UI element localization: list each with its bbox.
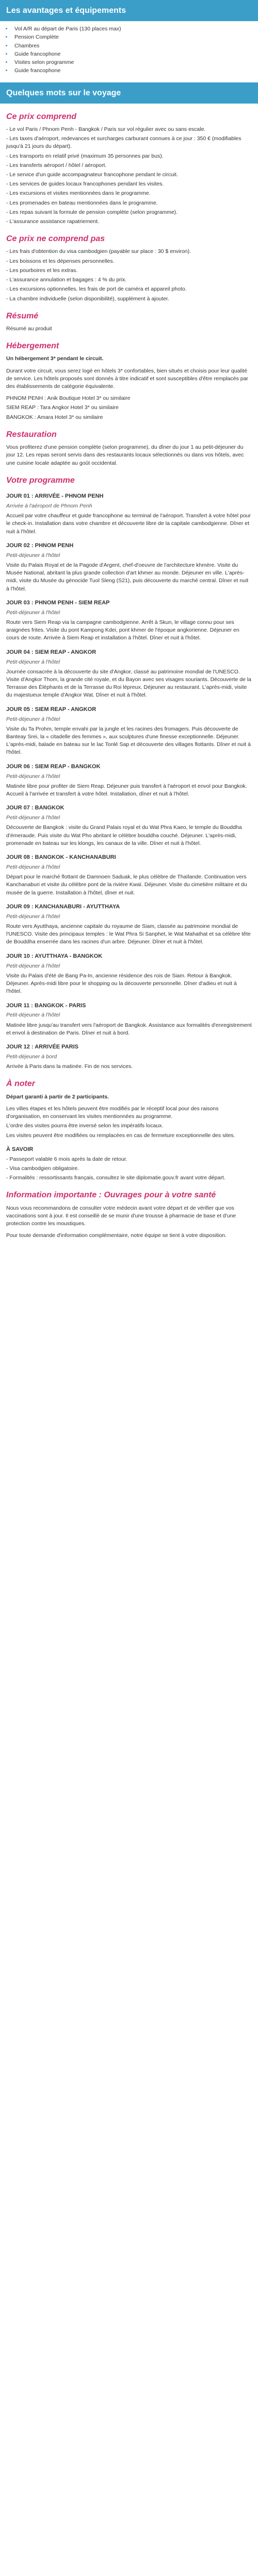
list-item: - Les transports en relatif privé (maximum 35 personnes par bus). xyxy=(6,152,164,159)
list-item: - Les taxes d'aéroport, redevances et surcharges carburant connues à ce jour : 350 € (modifiables jusqu'à 21 jours du départ). xyxy=(6,135,241,150)
list-item: • Guide francophone xyxy=(12,67,251,75)
page xyxy=(0,0,258,1240)
list-item: • Visites selon programme xyxy=(12,59,251,66)
hotels-list xyxy=(6,395,252,421)
closing-text: Pour toute demande d'information complémentaire, notre équipe se tient à votre disposition. xyxy=(6,1232,227,1239)
list-item: - Le service d'un guide accompagnateur francophone pendant le circuit. xyxy=(6,171,178,178)
day-subtitle: Petit-déjeuner à l'hôtel xyxy=(6,716,60,722)
day-title: JOUR 09 : KANCHANABURI - AYUTTHAYA xyxy=(6,903,120,910)
list-item: - Les transferts aéroport / hôtel / aéroport. xyxy=(6,162,107,168)
avantages-header: Les avantages et équipements xyxy=(0,0,258,21)
day-block xyxy=(6,542,252,593)
excludes-list xyxy=(6,248,252,302)
day-block xyxy=(6,706,252,757)
resume-title: Résumé xyxy=(6,311,39,320)
list-item: - Le vol Paris / Phnom Penh - Bangkok / Paris sur vol régulier avec ou sans escale. xyxy=(6,126,206,132)
list-item: - Visa cambodgien obligatoire. xyxy=(6,1165,79,1172)
day-block xyxy=(6,1002,252,1038)
list-item: Les visites peuvent être modifiées ou remplacées en cas de fermeture exceptionnelle des sites. xyxy=(6,1132,235,1139)
day-title: JOUR 10 : AYUTTHAYA - BANGKOK xyxy=(6,953,103,959)
list-item: - Les boissons et les dépenses personnelles. xyxy=(6,258,115,264)
day-block xyxy=(6,599,252,642)
list-item: • Vol A/R au départ de Paris (130 places max) xyxy=(12,25,251,33)
list-item: • Chambres xyxy=(12,42,251,50)
resume-text: Résumé au produit xyxy=(6,325,52,332)
restauration-title: Restauration xyxy=(6,430,57,439)
hebergement-text: Durant votre circuit, vous serez logé en hôtels 3* confortables, bien situés et choisis pour leur qualité de service. Les hôtels proposés sont donnés à titre indicatif et sont susceptibles d'être remplacés par des établissements de catégorie équivalente. xyxy=(6,367,248,390)
day-title: JOUR 01 : ARRIVÉE - PHNOM PENH xyxy=(6,493,104,499)
day-title: JOUR 07 : BANGKOK xyxy=(6,805,64,811)
list-item: BANGKOK : Amara Hotel 3* ou similaire xyxy=(6,414,103,420)
day-title: JOUR 06 : SIEM REAP - BANGKOK xyxy=(6,763,101,770)
day-block xyxy=(6,763,252,799)
day-block xyxy=(6,493,252,536)
list-item: - L'assurance annulation et bagages : 4 % du prix. xyxy=(6,277,127,283)
list-item: - Les repas suivant la formule de pension complète (selon programme). xyxy=(6,209,178,215)
day-text: Visite du Palais Royal et de la Pagode d'Argent, chef-d'oeuvre de l'architecture khmère. Visite du Musée National, abritant la plus grande collection d'art khmer au monde. Déjeuner en ville. L'après-midi, visite du Musée du génocide Tuol Sleng (S21), puis découverte du marché central. Dîner et nuit à l'hôtel. xyxy=(6,562,249,592)
list-item: - Les promenades en bateau mentionnées dans le programme. xyxy=(6,199,158,206)
notes-list xyxy=(6,1105,252,1140)
day-text: Journée consacrée à la découverte du site d'Angkor, classé au patrimoine mondial de l'UNESCO. Visite d'Angkor Thom, la grande cité royale, et du Bayon avec ses visages souriants. Découverte de la Terrasse des Éléphants et de la Terrasse du Roi lépreux. Déjeuner au restaurant. L'après-midi, visite du majestueux temple d'Angkor Wat. Dîner et nuit à l'hôtel. xyxy=(6,668,251,699)
avantages-list xyxy=(12,25,251,75)
list-item: - Les excursions et visites mentionnées dans le programme. xyxy=(6,190,151,197)
day-subtitle: Petit-déjeuner à l'hôtel xyxy=(6,773,60,779)
hebergement-intro: Un hébergement 3* pendant le circuit. xyxy=(6,355,104,362)
list-item: Les villes étapes et les hôtels peuvent être modifiés par le réceptif local pour des raisons d'organisation, en conservant les visites mentionnées au programme. xyxy=(6,1105,219,1120)
day-title: JOUR 05 : SIEM REAP - ANGKOR xyxy=(6,706,96,713)
day-text: Visite du Palais d'été de Bang Pa-In, ancienne résidence des rois de Siam. Retour à Bangkok. Déjeuner. Après-midi libre pour le shopping ou la découverte personnelle. Dîner d'adieu et nuit à l'hôtel. xyxy=(6,972,237,995)
day-title: JOUR 03 : PHNOM PENH - SIEM REAP xyxy=(6,599,110,606)
day-text: Arrivée à Paris dans la matinée. Fin de nos services. xyxy=(6,1063,133,1070)
day-subtitle: Petit-déjeuner à l'hôtel xyxy=(6,864,60,870)
programme-title: Votre programme xyxy=(6,476,75,485)
day-subtitle: Petit-déjeuner à bord xyxy=(6,1054,57,1060)
list-item: PHNOM PENH : Anik Boutique Hotel 3* ou similaire xyxy=(6,395,131,402)
day-text: Découverte de Bangkok : visite du Grand Palais royal et du Wat Phra Kaeo, le temple du Bouddha d'émeraude. Puis visite du Wat Pho abritant le célèbre bouddha couché. Déjeuner. L'après-midi, promenade en bateau sur les klongs, les canaux de la ville. Dîner et nuit à l'hôtel. xyxy=(6,824,242,846)
list-item: L'ordre des visites pourra être inversé selon les impératifs locaux. xyxy=(6,1123,164,1129)
departure-note: Départ garanti à partir de 2 participants. xyxy=(6,1093,109,1100)
day-block xyxy=(6,804,252,848)
day-subtitle: Petit-déjeuner à l'hôtel xyxy=(6,815,60,821)
day-text: Route vers Ayutthaya, ancienne capitale du royaume de Siam, classée au patrimoine mondial de l'UNESCO. Visite des principaux temples : le Wat Phra Si Sanphet, le Wat Mahathat et sa célèbre tête de Bouddha enserrée dans les racines d'un arbre. Déjeuner. Dîner et nuit à l'hôtel. xyxy=(6,923,251,945)
list-item: - Formalités : ressortissants français, consultez le site diplomatie.gouv.fr avant votre départ. xyxy=(6,1175,225,1181)
day-title: JOUR 02 : PHNOM PENH xyxy=(6,542,74,549)
list-item: - Les frais d'obtention du visa cambodgien (payable sur place : 30 $ environ). xyxy=(6,248,191,255)
day-text: Matinée libre jusqu'au transfert vers l'aéroport de Bangkok. Assistance aux formalités d'enregistrement et envol à destination de Paris. Dîner et nuit à bord. xyxy=(6,1022,252,1036)
day-subtitle: Petit-déjeuner à l'hôtel xyxy=(6,609,60,616)
list-item: - L'assurance assistance rapatriement. xyxy=(6,218,100,225)
day-subtitle: Petit-déjeuner à l'hôtel xyxy=(6,552,60,558)
day-title: JOUR 08 : BANGKOK - KANCHANABURI xyxy=(6,854,116,861)
day-text: Départ pour le marché flottant de Damnoen Saduak, le plus célèbre de Thaïlande. Continuation vers Kanchanaburi et visite du célèbre pont de la rivière Kwaï. Déjeuner. Visite du cimetière militaire et du musée de la guerre. Installation à l'hôtel, dîner et nuit. xyxy=(6,874,247,896)
day-block xyxy=(6,903,252,946)
day-subtitle: Petit-déjeuner à l'hôtel xyxy=(6,913,60,920)
info-title: Information importante : Ouvrages pour à votre santé xyxy=(6,1191,216,1200)
day-text: Accueil par votre chauffeur et guide francophone au terminal de l'aéroport. Transfert à votre hôtel pour le check-in. Installation dans votre chambre et découverte libre de la capitale cambodgienne. Dîner et nuit à l'hôtel. xyxy=(6,513,251,535)
savoir-list xyxy=(6,1156,252,1182)
day-title: JOUR 04 : SIEM REAP - ANGKOR xyxy=(6,649,96,655)
day-title: JOUR 11 : BANGKOK - PARIS xyxy=(6,1002,86,1009)
ce-prix-comprend-title: Ce prix comprend xyxy=(6,112,77,121)
day-title: JOUR 12 : ARRIVÉE PARIS xyxy=(6,1044,78,1050)
quelques-mots-header: Quelques mots sur le voyage xyxy=(0,82,258,104)
day-subtitle: Petit-déjeuner à l'hôtel xyxy=(6,658,60,665)
a-noter-title: À noter xyxy=(6,1079,35,1089)
includes-list xyxy=(6,126,252,226)
list-item: - Les pourboires et les extras. xyxy=(6,267,78,274)
info-text: Nous vous recommandons de consulter votre médecin avant votre départ et de vérifier que vos vaccinations sont à jour. Il est conseillé de se munir d'une trousse à pharmacie de base et d'une protection contre les moustiques. xyxy=(6,1205,236,1227)
ne-comprend-pas-title: Ce prix ne comprend pas xyxy=(6,234,105,244)
list-item: - Passeport valable 6 mois après la date de retour. xyxy=(6,1156,127,1162)
day-text: Visite du Ta Prohm, temple envahi par la jungle et les racines des fromagers. Puis découverte de Banteay Srei, la « citadelle des femmes », aux sculptures d'une finesse exceptionnelle. Déjeuner. L'après-midi, balade en bateau sur le lac Tonlé Sap et découverte des villages flottants. Dîner et nuit à l'hôtel. xyxy=(6,725,251,756)
day-text: Route vers Siem Reap via la campagne cambodgienne. Arrêt à Skun, le village connu pour ses araignées frites. Visite du pont Kampong Kdei, pont khmer de l'époque angkorienne. Déjeuner en cours de route. Arrivée à Siem Reap et installation à l'hôtel. Dîner et nuit à l'hôtel. xyxy=(6,619,239,641)
restauration-text: Vous profiterez d'une pension complète (selon programme), du dîner du jour 1 au petit-déjeuner du jour 12. Les repas seront servis dans des restaurants locaux sélectionnés ou dans vos hôtels, avec une cuisine locale adaptée au goût occidental. xyxy=(6,444,244,466)
hebergement-title: Hébergement xyxy=(6,342,59,351)
day-subtitle: Arrivée à l'aéroport de Phnom Penh xyxy=(6,502,92,509)
list-item: - La chambre individuelle (selon disponibilité), supplément à ajouter. xyxy=(6,295,169,302)
day-subtitle: Petit-déjeuner à l'hôtel xyxy=(6,1012,60,1019)
day-text: Matinée libre pour profiter de Siem Reap. Déjeuner puis transfert à l'aéroport et envol pour Bangkok. Accueil à l'arrivée et transfert à votre hôtel. Installation, dîner et nuit à l'hôtel. xyxy=(6,783,247,798)
list-item: • Guide francophone xyxy=(12,50,251,58)
list-item: - Les services de guides locaux francophones pendant les visites. xyxy=(6,181,164,188)
day-block xyxy=(6,1043,252,1071)
list-item: SIEM REAP : Tara Angkor Hotel 3* ou similaire xyxy=(6,404,119,411)
day-block xyxy=(6,953,252,996)
list-item: • Pension Complète xyxy=(12,33,251,41)
voyage-section xyxy=(0,111,258,1240)
day-block xyxy=(6,649,252,700)
a-savoir-title: À SAVOIR xyxy=(6,1146,34,1153)
day-subtitle: Petit-déjeuner à l'hôtel xyxy=(6,962,60,969)
day-block xyxy=(6,854,252,897)
list-item: - Les excursions optionnelles, les frais de port de caméra et appareil photo. xyxy=(6,286,187,293)
